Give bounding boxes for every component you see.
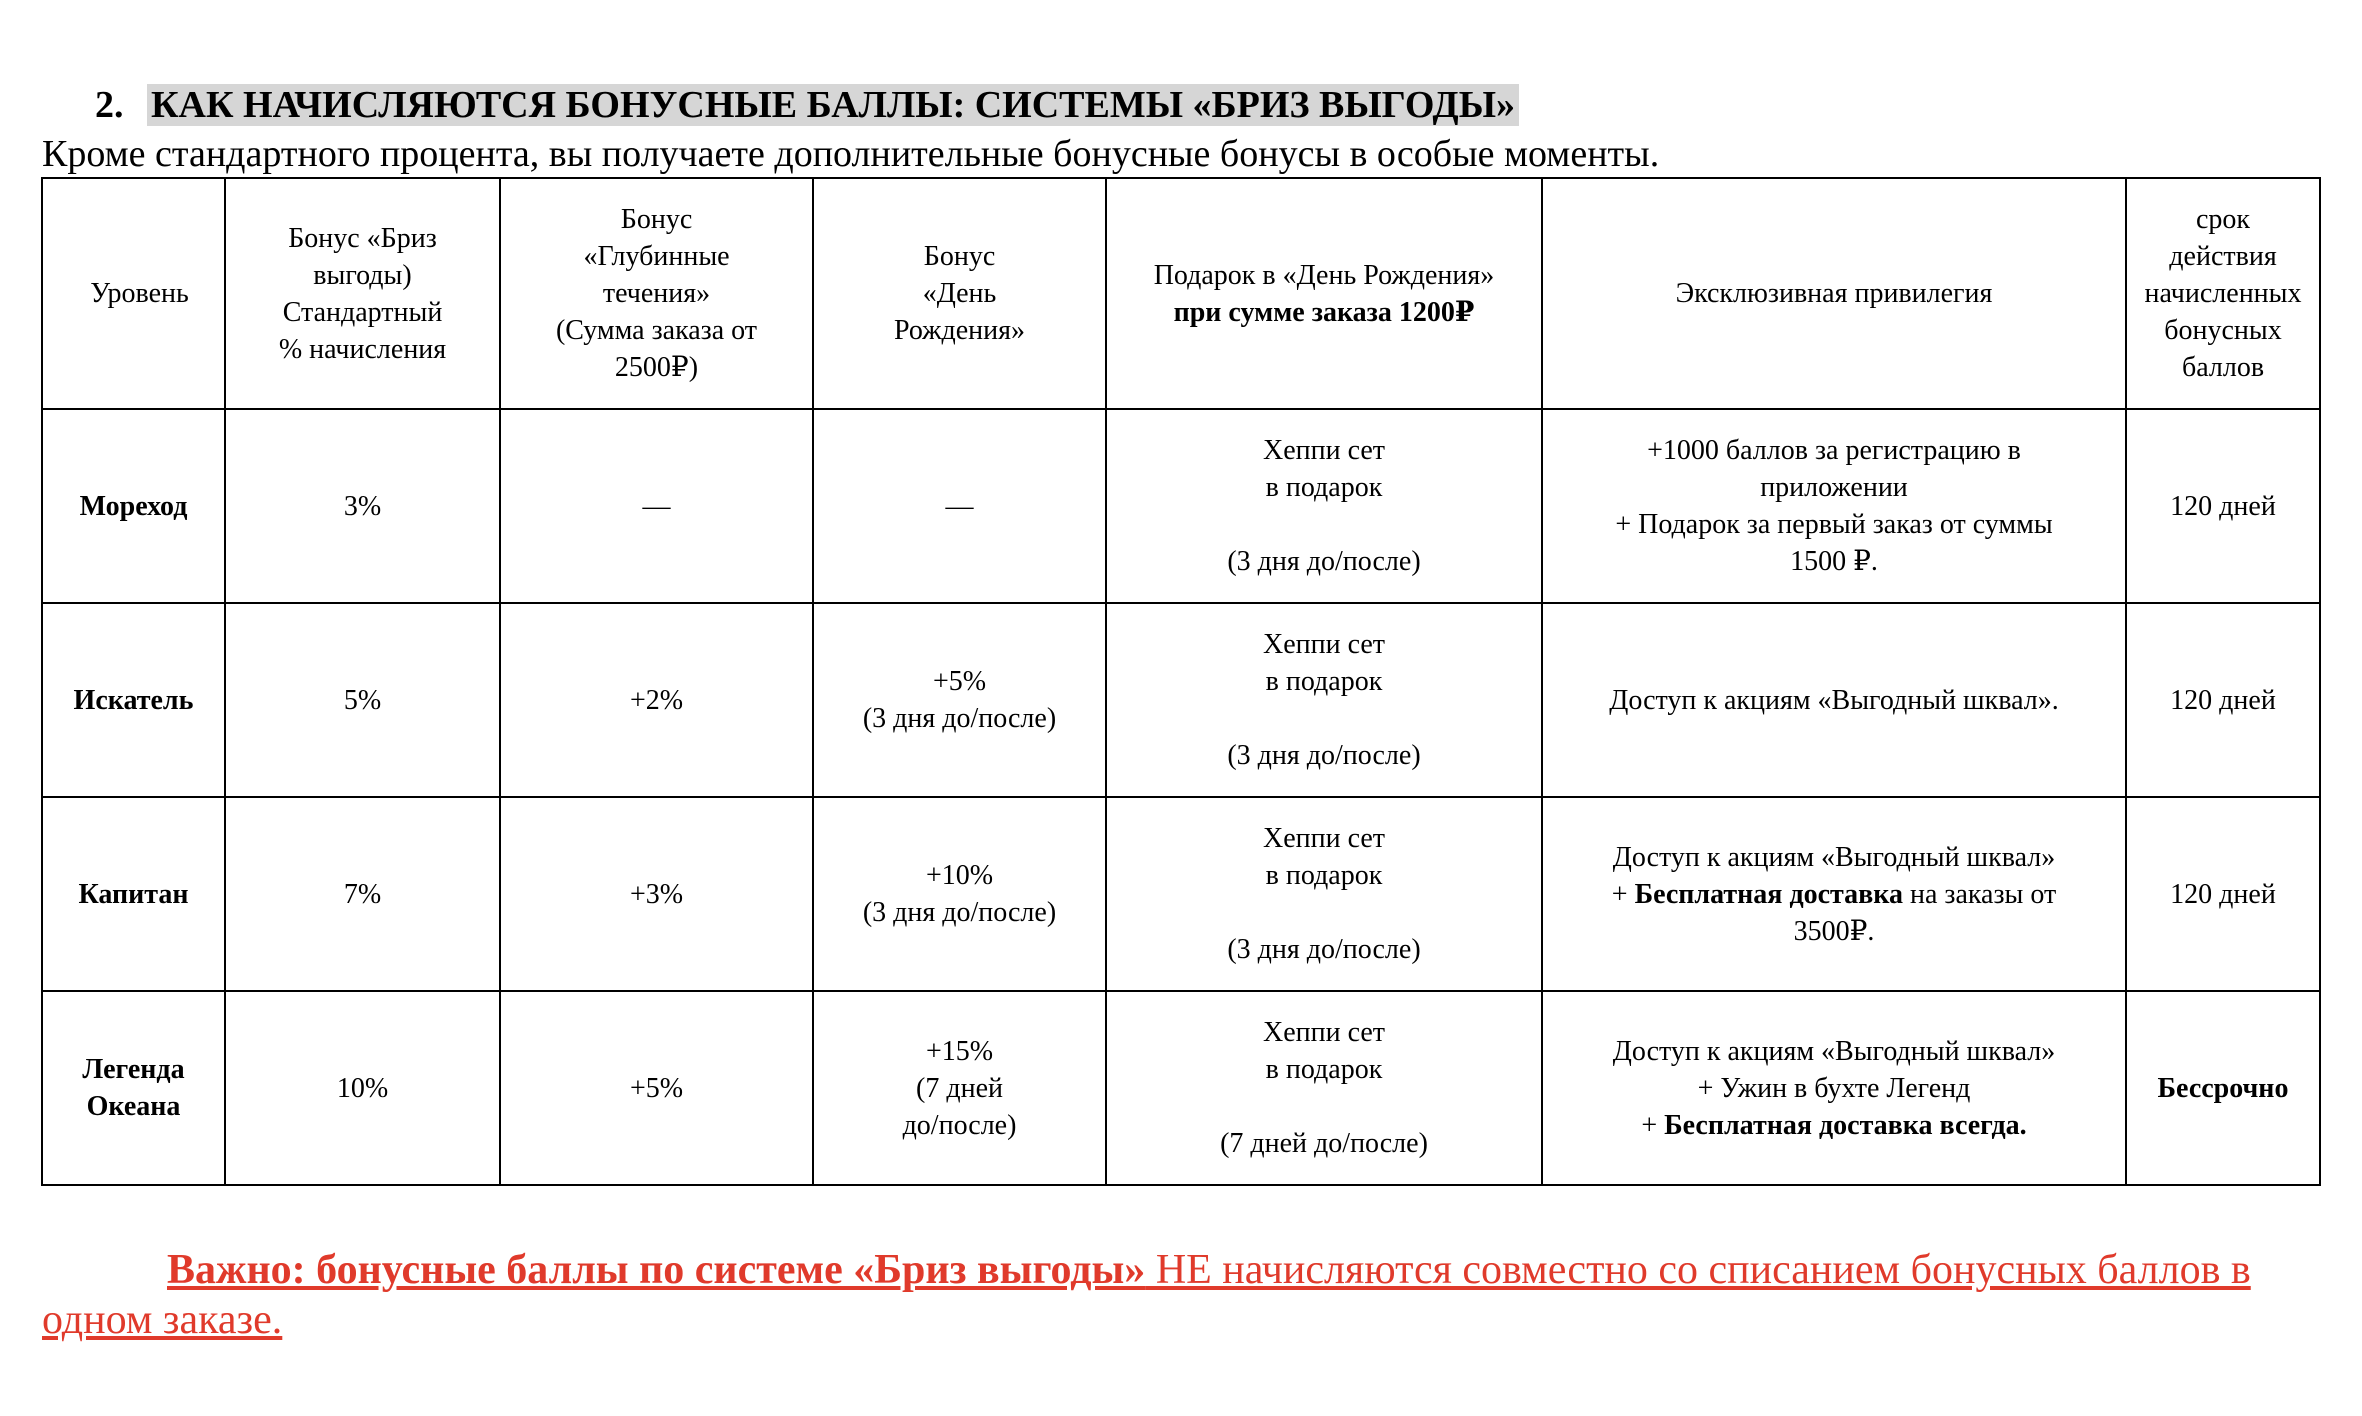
birthday-gift: Хеппи сет в подарок (3 дня до/после) [1106, 603, 1542, 797]
expiry: 120 дней [2126, 409, 2320, 603]
level-name: Капитан [42, 797, 225, 991]
birthday-bonus: +5% (3 дня до/после) [813, 603, 1106, 797]
important-note-lead: Важно: бонусные баллы по системе «Бриз выгоды» [167, 1247, 1146, 1293]
header-privilege: Эксклюзивная привилегия [1542, 178, 2126, 409]
deep-currents-bonus: +3% [500, 797, 813, 991]
header-birthday-gift: Подарок в «День Рождения» при сумме заказа 1200₽ [1106, 178, 1542, 409]
level-name: Мореход [42, 409, 225, 603]
bonus-levels-table [41, 177, 2321, 1186]
birthday-gift: Хеппи сет в подарок (7 дней до/после) [1106, 991, 1542, 1185]
standard-percent: 10% [225, 991, 500, 1185]
table-row [42, 797, 2320, 991]
expiry: Бессрочно [2126, 991, 2320, 1185]
important-note-text: НЕ начисляются совместно со списанием бонусных баллов в одном заказе. [42, 1247, 2251, 1343]
section-heading [95, 80, 1519, 130]
header-level: Уровень [42, 178, 225, 409]
header-deep-currents: Бонус «Глубинные течения» (Сумма заказа от 2500₽) [500, 178, 813, 409]
privilege: Доступ к акциям «Выгодный шквал» + Бесплатная доставка на заказы от 3500₽. [1542, 797, 2126, 991]
header-expiry: срок действия начисленных бонусных баллов [2126, 178, 2320, 409]
birthday-bonus: — [813, 409, 1106, 603]
intro-text: Кроме стандартного процента, вы получаете дополнительные бонусные бонусы в особые моменты. [42, 133, 1660, 175]
important-note [42, 1245, 2302, 1345]
level-name: Искатель [42, 603, 225, 797]
section-title: КАК НАЧИСЛЯЮТСЯ БОНУСНЫЕ БАЛЛЫ: СИСТЕМЫ «БРИЗ ВЫГОДЫ» [147, 84, 1519, 126]
table-header-row [42, 178, 2320, 409]
expiry: 120 дней [2126, 603, 2320, 797]
deep-currents-bonus: +2% [500, 603, 813, 797]
birthday-gift: Хеппи сет в подарок (3 дня до/после) [1106, 409, 1542, 603]
standard-percent: 7% [225, 797, 500, 991]
standard-percent: 5% [225, 603, 500, 797]
birthday-bonus: +10% (3 дня до/после) [813, 797, 1106, 991]
expiry: 120 дней [2126, 797, 2320, 991]
deep-currents-bonus: — [500, 409, 813, 603]
table-row [42, 991, 2320, 1185]
table-row [42, 409, 2320, 603]
section-number: 2. [95, 84, 124, 126]
birthday-bonus: +15% (7 дней до/после) [813, 991, 1106, 1185]
header-standard: Бонус «Бриз выгоды) Стандартный % начисления [225, 178, 500, 409]
level-name: Легенда Океана [42, 991, 225, 1185]
privilege: Доступ к акциям «Выгодный шквал». [1542, 603, 2126, 797]
header-birthday: Бонус «День Рождения» [813, 178, 1106, 409]
table-row [42, 603, 2320, 797]
birthday-gift: Хеппи сет в подарок (3 дня до/после) [1106, 797, 1542, 991]
privilege: +1000 баллов за регистрацию в приложении + Подарок за первый заказ от суммы 1500 ₽. [1542, 409, 2126, 603]
privilege: Доступ к акциям «Выгодный шквал» + Ужин в бухте Легенд + Бесплатная доставка всегда. [1542, 991, 2126, 1185]
standard-percent: 3% [225, 409, 500, 603]
deep-currents-bonus: +5% [500, 991, 813, 1185]
